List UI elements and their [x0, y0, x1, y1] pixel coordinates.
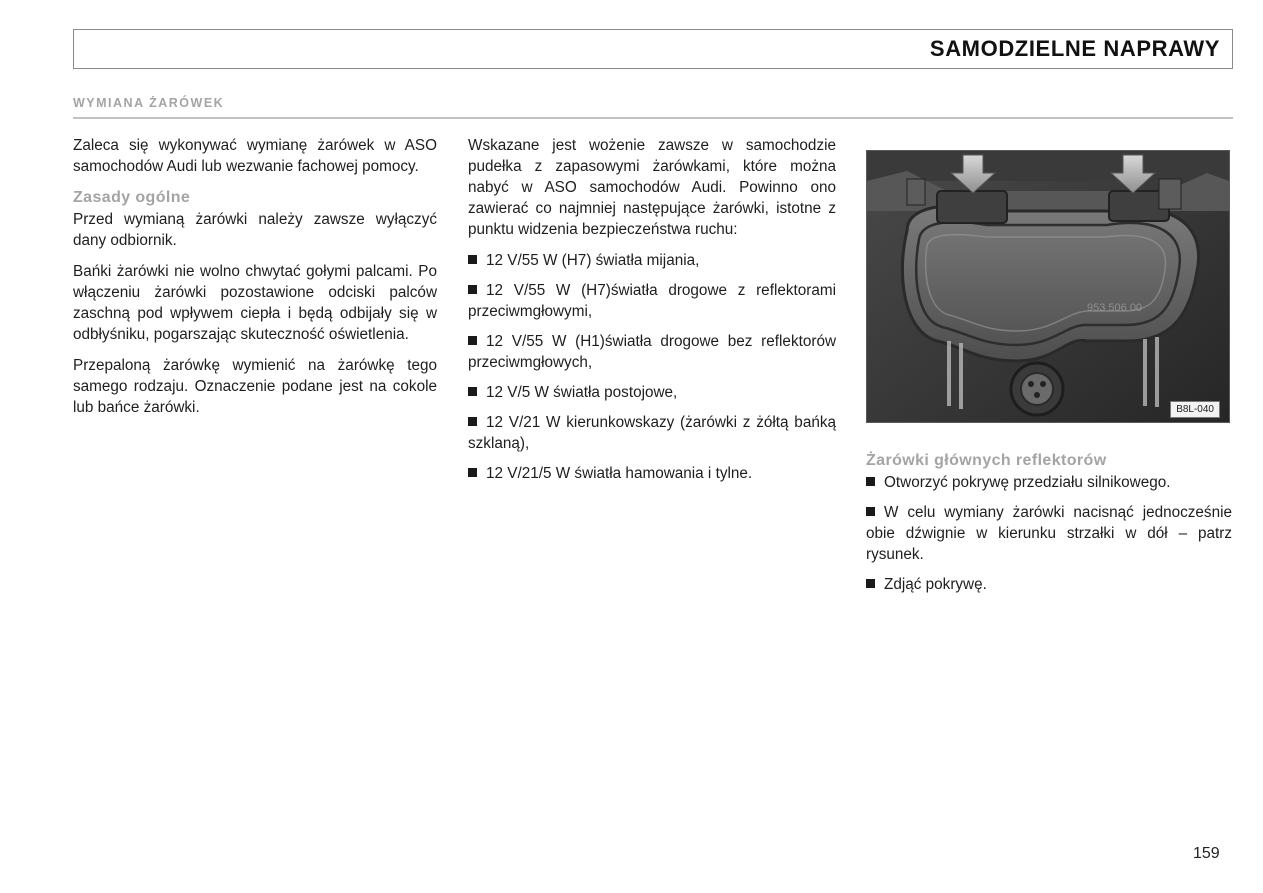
step-item: [866, 502, 1232, 565]
section-title: WYMIANA ŻARÓWEK: [73, 96, 225, 110]
intro-paragraph: Wskazane jest wożenie zawsze w samochodzie pudełka z zapasowymi żarówkami, które można nabyć w ASO samochodów Audi. Powinno ono zawierać co najmniej następujące żarówki, istotne z punktu widzenia bezpieczeństwa ruchu:: [468, 137, 836, 238]
square-bullet-icon: [468, 285, 477, 294]
step-text: Zdjąć pokrywę.: [884, 576, 987, 593]
square-bullet-icon: [468, 336, 477, 345]
step-item: [866, 472, 1232, 493]
paragraph: Przed wymianą żarówki należy zawsze wyłączyć dany odbiornik.: [73, 211, 437, 249]
paragraph: Przepaloną żarówkę wymienić na żarówkę tego samego rodzaju. Oznaczenie podane jest na cokole lub bańce żarówki.: [73, 357, 437, 416]
list-item-text: 12 V/55 W (H7)światła drogowe z reflektorami przeciwmgłowymi,: [468, 282, 836, 320]
step-text: W celu wymiany żarówki nacisnąć jednocześnie obie dźwignie w kierunku strzałki w dół – patrz rysunek.: [866, 504, 1232, 563]
step-text: Otworzyć pokrywę przedziału silnikowego.: [884, 474, 1171, 491]
square-bullet-icon: [866, 579, 875, 588]
list-item: [468, 250, 836, 271]
left-column: [73, 135, 437, 428]
square-bullet-icon: [468, 255, 477, 264]
figure-label: B8L-040: [1170, 401, 1220, 418]
intro-paragraph: Zaleca się wykonywać wymianę żarówek w ASO samochodów Audi lub wezwanie fachowej pomocy.: [73, 137, 437, 175]
headlight-cover-illustration: [867, 151, 1229, 422]
square-bullet-icon: [468, 417, 477, 426]
headlight-cover-photo: [866, 150, 1230, 423]
list-item-text: 12 V/21/5 W światła hamowania i tylne.: [486, 465, 753, 482]
list-item-text: 12 V/55 W (H7) światła mijania,: [486, 252, 700, 269]
list-item: [468, 382, 836, 403]
list-item-text: 12 V/5 W światła postojowe,: [486, 384, 678, 401]
list-item: [468, 412, 836, 454]
paragraph: Bańki żarówki nie wolno chwytać gołymi palcami. Po włączeniu żarówki pozostawione odciski palców zaschną pod wpływem ciepła i będą odbijały się w odbłyśniku, pogarszając skuteczność oświetlenia.: [73, 263, 437, 343]
square-bullet-icon: [866, 507, 875, 516]
right-column: [866, 450, 1232, 604]
step-item: [866, 574, 1232, 595]
list-item-text: 12 V/21 W kierunkowskazy (żarówki z żółtą bańką szklaną),: [468, 414, 836, 452]
square-bullet-icon: [468, 468, 477, 477]
page-number: 159: [1193, 845, 1220, 862]
part-number-marking: 953 506 00: [1087, 302, 1143, 314]
list-item-text: 12 V/55 W (H1)światła drogowe bez reflektorów przeciwmgłowych,: [468, 333, 836, 371]
subheading-headlight-bulbs: Żarówki głównych reflektorów: [866, 452, 1107, 469]
page-header-title: SAMODZIELNE NAPRAWY: [929, 36, 1220, 61]
subheading-general-rules: Zasady ogólne: [73, 189, 191, 206]
square-bullet-icon: [468, 387, 477, 396]
middle-column: [468, 135, 836, 493]
list-item: [468, 331, 836, 373]
header-box: [73, 29, 1233, 69]
list-item: [468, 280, 836, 322]
square-bullet-icon: [866, 477, 875, 486]
section-divider: [73, 117, 1233, 119]
list-item: [468, 463, 836, 484]
